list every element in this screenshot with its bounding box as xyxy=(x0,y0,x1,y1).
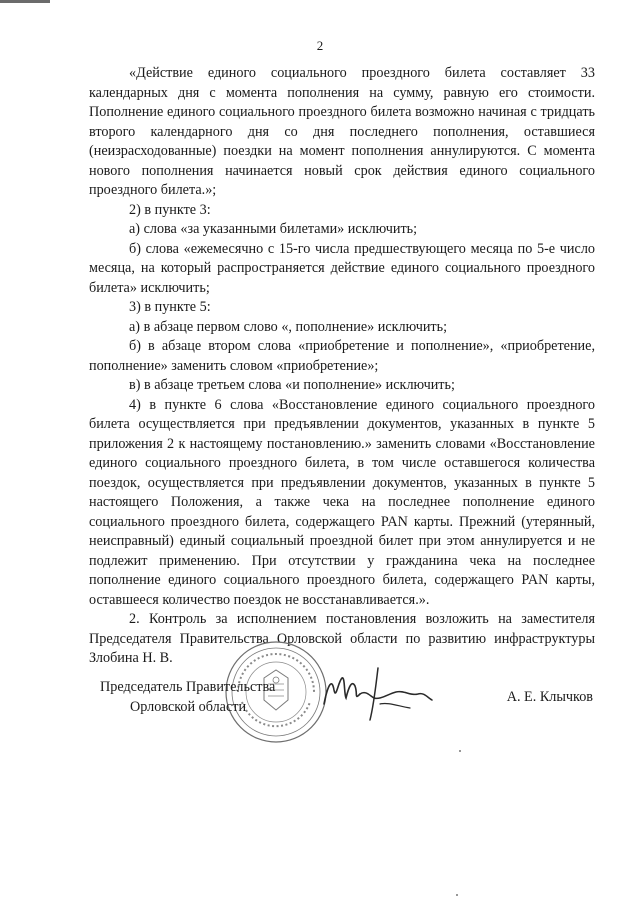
signatory-position xyxy=(100,677,275,717)
paragraph-3a-item: а) в абзаце первом слово «, пополнение» исключить; xyxy=(129,318,448,335)
paragraph-3-item: 3) в пункте 5: xyxy=(129,299,211,315)
paragraph-1-quote: «Действие единого социального проездного билета составляет 33 календарных дня с момента пополнения на сумму, равную его стоимости. Пополнение единого социального проездного билета возможно начиная с тридцать второго календарного дня со дня последнего пополнения, оставшиеся (неизрасходованные) поездки на момент пополнения аннулируются. С момента нового пополнения начинается новый срок действия единого социального проездного билета.»; xyxy=(89,65,595,198)
signatory-position-line2: Орловской области xyxy=(130,699,247,715)
paragraph-3b-item: б) в абзаце втором слова «приобретение и пополнение», «приобретение, пополнение» заменить словом «приобретение»; xyxy=(89,338,595,374)
signatory-position-line1: Председатель Правительства xyxy=(100,679,276,695)
paragraph-control-clause: 2. Контроль за исполнением постановления возложить на заместителя Председателя Правительства Орловской области по развитию инфраструктуры Злобина Н. В. xyxy=(89,611,595,666)
paragraph-2b-item: б) слова «ежемесячно с 15-го числа предшествующего месяца по 5-е число месяца, на который распространяется действие единого социального проездного билета» исключить; xyxy=(89,240,595,296)
document-body xyxy=(89,64,595,669)
paragraph-4-item: 4) в пункте 6 слова «Восстановление единого социального проездного билета осуществляется при предъявлении документов, указанных в пункте 5 приложения 2 к настоящему постановлению.» заменить словами «Восстановление единого социального проездного билета, в том числе оставшегося количества поездок, осуществляется при предъявлении документов, указанных в пункте 5 настоящего Положения, а также чека на последнее пополнение единого социального проездного билета, содержащего PAN карты. Прежний (утерянный, неисправный) единый социальный проездной билет при этом аннулируется и не подлежит применению. При отсутствии у гражданина чека на последнее пополнение единого социального проездного билета, содержащего PAN карты, оставшееся количество поездок не восстанавливается.». xyxy=(89,396,595,608)
signatory-name: А. Е. Клычков xyxy=(506,689,593,705)
paragraph-2-item: 2) в пункте 3: xyxy=(129,201,211,218)
scan-speck xyxy=(456,894,458,896)
handwritten-signature xyxy=(318,664,438,724)
paragraph-2a-item: а) слова «за указанными билетами» исключить; xyxy=(129,221,418,237)
scan-edge-mark xyxy=(0,0,50,3)
signature-block xyxy=(0,640,640,760)
page-number: 2 xyxy=(316,38,324,53)
paragraph-3v-item: в) в абзаце третьем слова «и пополнение» исключить; xyxy=(129,377,455,393)
scan-speck xyxy=(459,750,461,752)
